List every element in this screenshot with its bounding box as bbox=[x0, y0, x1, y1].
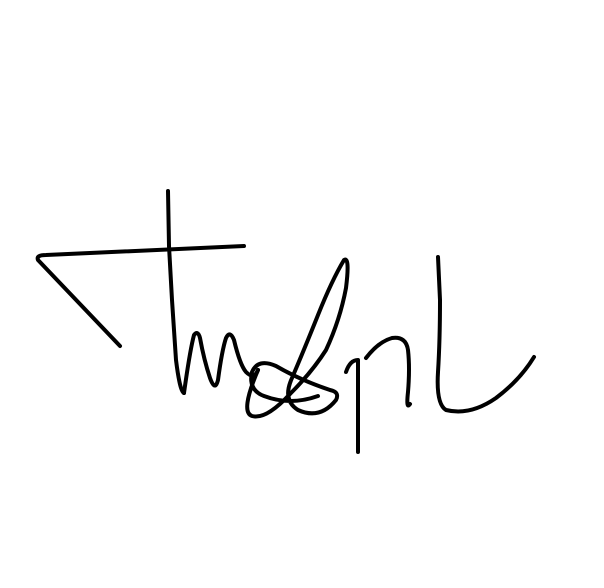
signature-stroke-swash bbox=[438, 257, 534, 412]
signature-stroke-stem bbox=[168, 191, 184, 393]
signature-stroke-bar bbox=[38, 246, 244, 346]
signature-stroke-zigzag bbox=[184, 333, 258, 393]
signature-stroke-hump bbox=[366, 338, 410, 406]
signature-stroke-descender bbox=[346, 360, 358, 452]
signature-stroke-loops bbox=[247, 260, 347, 417]
